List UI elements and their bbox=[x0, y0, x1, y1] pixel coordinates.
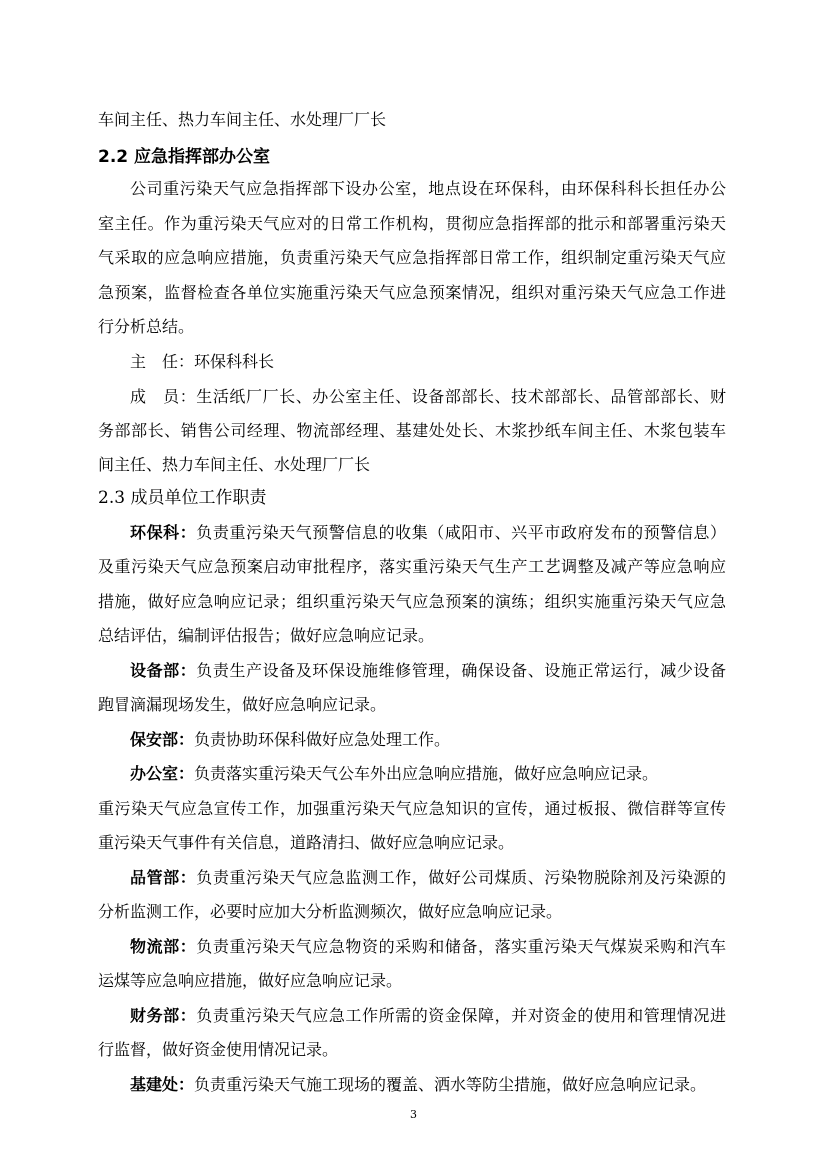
duty-text: 负责重污染天气应急工作所需的资金保障，并对资金的使用和管理情况进 bbox=[196, 1006, 726, 1025]
duty-eq-line bbox=[130, 660, 726, 682]
duty-label: 品管部： bbox=[130, 868, 197, 887]
duty-off-line bbox=[130, 763, 658, 785]
duty-label: 办公室： bbox=[130, 764, 195, 783]
duty-qc-line bbox=[130, 867, 726, 889]
duty-fin-line bbox=[130, 1005, 726, 1027]
duty-log-line bbox=[130, 936, 726, 958]
paragraph-line: 措施，做好应急响应记录；组织重污染天气应急预案的演练；组织实施重污染天气应急 bbox=[98, 592, 726, 611]
page-number: 3 bbox=[410, 1108, 417, 1121]
duty-text: 负责重污染天气预警信息的收集（咸阳市、兴平市政府发布的预警信息） bbox=[196, 523, 726, 542]
paragraph-line: 重污染天气事件有关信息，道路清扫、做好应急响应记录。 bbox=[98, 833, 515, 852]
paragraph-line: 及重污染天气应急预案启动审批程序，落实重污染天气生产工艺调整及减产等应急响应 bbox=[98, 557, 726, 576]
paragraph-line: 气采取的应急响应措施，负责重污染天气应急指挥部日常工作，组织制定重污染天气应 bbox=[98, 248, 726, 267]
duty-label: 环保科： bbox=[130, 523, 197, 542]
duty-text: 负责协助环保科做好应急处理工作。 bbox=[194, 730, 451, 749]
paragraph-line: 急预案，监督检查各单位实施重污染天气应急预案情况，组织对重污染天气应急工作进 bbox=[98, 283, 726, 302]
duty-text: 负责落实重污染天气公车外出应急响应措施，做好应急响应记录。 bbox=[194, 764, 659, 783]
members-line: 成 员：生活纸厂厂长、办公室主任、设备部部长、技术部部长、品管部部长、财 bbox=[130, 387, 726, 406]
director-line: 主 任：环保科科长 bbox=[130, 352, 275, 371]
paragraph-line: 分析监测工作，必要时应加大分析监测频次，做好应急响应记录。 bbox=[98, 902, 563, 921]
members-line: 务部部长、销售公司经理、物流部经理、基建处处长、木浆抄纸车间主任、木浆包装车 bbox=[98, 421, 726, 440]
duty-con-line bbox=[130, 1074, 706, 1096]
paragraph-line: 行分析总结。 bbox=[98, 317, 195, 336]
duty-text: 负责重污染天气应急物资的采购和储备，落实重污染天气煤炭采购和汽车 bbox=[196, 937, 726, 956]
duty-label: 财务部： bbox=[130, 1006, 197, 1025]
paragraph-line: 运煤等应急响应措施，做好应急响应记录。 bbox=[98, 971, 403, 990]
paragraph-line: 公司重污染天气应急指挥部下设办公室，地点设在环保科，由环保科科长担任办公 bbox=[130, 179, 726, 198]
duty-env-line bbox=[130, 522, 726, 544]
duty-text: 负责重污染天气应急监测工作，做好公司煤质、污染物脱除剂及污染源的 bbox=[196, 868, 726, 887]
section-heading-2-2: 2.2 应急指挥部办公室 bbox=[98, 147, 271, 167]
duty-label: 基建处： bbox=[130, 1075, 195, 1094]
paragraph-line: 室主任。作为重污染天气应对的日常工作机构，贯彻应急指挥部的批示和部署重污染天 bbox=[98, 214, 726, 233]
duty-label: 设备部： bbox=[130, 661, 197, 680]
duty-text: 负责重污染天气施工现场的覆盖、洒水等防尘措施，做好应急响应记录。 bbox=[194, 1075, 707, 1094]
paragraph-line: 跑冒滴漏现场发生，做好应急响应记录。 bbox=[98, 695, 387, 714]
duty-sec-line bbox=[130, 729, 450, 751]
text-line: 车间主任、热力车间主任、水处理厂厂长 bbox=[98, 110, 387, 129]
paragraph-line: 重污染天气应急宣传工作，加强重污染天气应急知识的宣传，通过板报、微信群等宣传 bbox=[98, 799, 726, 818]
paragraph-line: 总结评估，编制评估报告；做好应急响应记录。 bbox=[98, 626, 435, 645]
section-heading-2-3: 2.3 成员单位工作职责 bbox=[98, 488, 267, 508]
paragraph-line: 行监督，做好资金使用情况记录。 bbox=[98, 1040, 339, 1059]
duty-label: 物流部： bbox=[130, 937, 197, 956]
duty-text: 负责生产设备及环保设施维修管理，确保设备、设施正常运行，减少设备 bbox=[196, 661, 726, 680]
members-line: 间主任、热力车间主任、水处理厂厂长 bbox=[98, 455, 371, 474]
duty-label: 保安部： bbox=[130, 730, 195, 749]
